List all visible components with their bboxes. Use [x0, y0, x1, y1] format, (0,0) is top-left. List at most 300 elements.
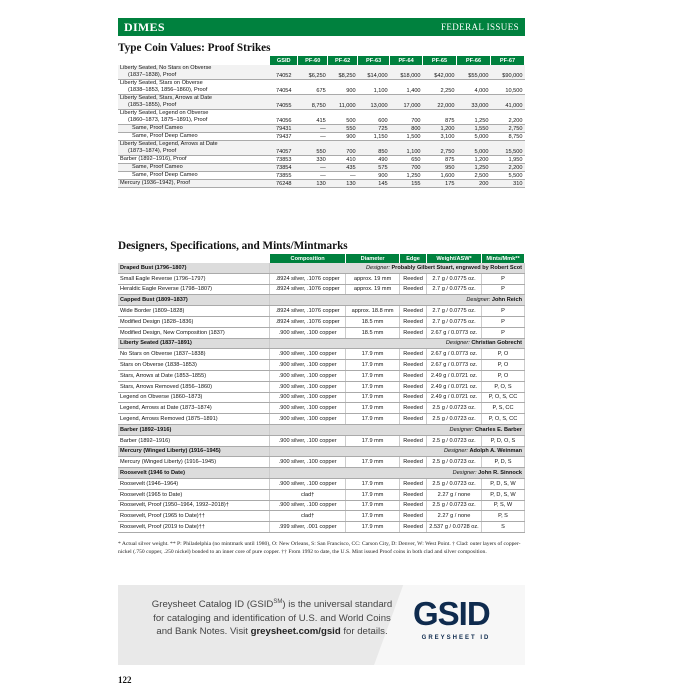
value-cell: 850 — [358, 140, 390, 155]
value-cell: $14,000 — [358, 65, 390, 79]
table1-row — [118, 132, 525, 140]
value-cell: 330 — [298, 155, 328, 163]
coin-type-line2: (1853–1855), Proof — [128, 101, 177, 108]
weight-cell: 2.27 g / none — [427, 511, 482, 522]
composition-cell: .8924 silver, .1076 copper — [270, 284, 346, 295]
designer-cell — [270, 338, 525, 349]
value-cell: 1,950 — [490, 155, 524, 163]
value-cell: 200 — [457, 179, 491, 187]
series-name: Liberty Seated (1837–1891) — [118, 338, 270, 349]
value-cell: 2,750 — [423, 140, 457, 155]
designer-name: Probably Gilbert Stuart, engraved by Robert Scot — [391, 264, 522, 271]
coin-type-name — [118, 140, 270, 155]
table2-row — [118, 489, 525, 500]
table2-title: Designers, Specifications, and Mints/Mintmarks — [118, 240, 348, 252]
value-cell: 130 — [298, 179, 328, 187]
mints-cell: P — [482, 316, 525, 327]
diameter-cell: 17.9 mm — [346, 381, 400, 392]
value-cell: 875 — [423, 155, 457, 163]
ad-link[interactable]: greysheet.com/gsid — [250, 626, 341, 638]
value-cell: 415 — [298, 109, 328, 124]
table2-row — [118, 500, 525, 511]
coin-type-line1: Same, Proof Cameo — [132, 124, 183, 131]
section-category: FEDERAL ISSUES — [440, 22, 519, 32]
variety-name: Modified Design (1828–1836) — [118, 316, 270, 327]
composition-cell: .999 silver, .001 copper — [270, 522, 346, 533]
composition-cell: .8924 silver, .1076 copper — [270, 306, 346, 317]
mints-cell: P, D, O, S — [482, 435, 525, 446]
edge-cell: Reeded — [400, 478, 427, 489]
designer-cell — [270, 263, 525, 273]
value-cell: 1,100 — [390, 140, 423, 155]
table1-header-cell: PF-66 — [457, 56, 491, 65]
value-cell: 700 — [390, 163, 423, 171]
table1-row — [118, 124, 525, 132]
coin-type-line1: Liberty Seated, No Stars on Obverse — [120, 65, 212, 71]
edge-cell: Reeded — [400, 392, 427, 403]
coin-type-line2: (1837–1838), Proof — [128, 71, 177, 78]
value-cell: 550 — [298, 140, 328, 155]
table2-row — [118, 403, 525, 414]
weight-cell: 2.5 g / 0.0723 oz. — [427, 403, 482, 414]
table1-row — [118, 65, 525, 79]
table1-header-cell: PF-65 — [423, 56, 457, 65]
variety-name: Roosevelt, Proof (1965 to Date)†† — [118, 511, 270, 522]
composition-cell: .900 silver, .100 copper — [270, 349, 346, 360]
value-cell: 41,000 — [490, 94, 524, 109]
value-cell: 435 — [328, 163, 358, 171]
designer-label: Designer: — [466, 297, 491, 304]
diameter-cell: 17.9 mm — [346, 522, 400, 533]
table2-row — [118, 457, 525, 468]
mints-cell: P, O — [482, 360, 525, 371]
composition-cell: .900 silver, .100 copper — [270, 457, 346, 468]
variety-name: Heraldic Eagle Reverse (1798–1807) — [118, 284, 270, 295]
variety-name: Roosevelt, Proof (2019 to Date)†† — [118, 522, 270, 533]
ad-line2: for cataloging and identification of U.S. and World Coins — [153, 612, 391, 624]
value-cell: 700 — [328, 140, 358, 155]
table2-row — [118, 478, 525, 489]
coin-type-name — [118, 132, 270, 140]
designer-cell — [270, 446, 525, 457]
coin-type-name — [118, 155, 270, 163]
value-cell: 1,250 — [457, 163, 491, 171]
mints-cell: P, D, S, W — [482, 478, 525, 489]
weight-cell: 2.7 g / 0.0775 oz. — [427, 316, 482, 327]
table2-section-row — [118, 338, 525, 349]
designer-label: Designer: — [365, 264, 390, 271]
weight-cell: 2.7 g / 0.0775 oz. — [427, 273, 482, 284]
value-cell: 1,400 — [390, 79, 423, 94]
gsid-logo-subtitle: GREYSHEET ID — [421, 635, 491, 641]
value-cell: 8,750 — [298, 94, 328, 109]
edge-cell: Reeded — [400, 403, 427, 414]
value-cell: 900 — [328, 132, 358, 140]
gsid-cell: 76248 — [270, 179, 298, 187]
mints-cell: S — [482, 522, 525, 533]
gsid-cell: 73853 — [270, 155, 298, 163]
value-cell: 2,250 — [423, 79, 457, 94]
weight-cell: 2.49 g / 0.0721 oz. — [427, 392, 482, 403]
diameter-cell: 17.9 mm — [346, 457, 400, 468]
table2-header-cell: Mints/Mmk** — [482, 254, 525, 263]
mints-cell: P, S — [482, 511, 525, 522]
table2-row — [118, 284, 525, 295]
series-name: Capped Bust (1809–1837) — [118, 295, 270, 306]
table1-title: Type Coin Values: Proof Strikes — [118, 42, 271, 54]
value-cell: — — [328, 171, 358, 179]
diameter-cell: 18.5 mm — [346, 316, 400, 327]
composition-cell: .8924 silver, .1076 copper — [270, 316, 346, 327]
mints-cell: P, D, S, W — [482, 489, 525, 500]
composition-cell: clad† — [270, 489, 346, 500]
ad-line3: and Bank Notes. Visit — [156, 626, 251, 638]
ad-text — [132, 598, 412, 638]
composition-cell: .8924 silver, .1076 copper — [270, 273, 346, 284]
ad-line1b: ) is the universal standard — [282, 599, 393, 611]
table2-section-row — [118, 263, 525, 273]
value-cell: 15,500 — [490, 140, 524, 155]
diameter-cell: 17.9 mm — [346, 414, 400, 425]
value-cell: $42,000 — [423, 65, 457, 79]
gsid-logo — [413, 597, 499, 655]
diameter-cell: 17.9 mm — [346, 500, 400, 511]
weight-cell: 2.67 g / 0.0773 oz. — [427, 349, 482, 360]
coin-type-name — [118, 79, 270, 94]
gsid-logo-word: GSID — [413, 595, 490, 632]
variety-name: Stars, Arrows Removed (1856–1860) — [118, 381, 270, 392]
variety-name: Stars, Arrows at Date (1853–1855) — [118, 370, 270, 381]
designer-label: Designer: — [452, 470, 477, 477]
section-header-band — [118, 18, 525, 36]
mints-cell: P, O, S, CC — [482, 392, 525, 403]
variety-name: Stars on Obverse (1838–1853) — [118, 360, 270, 371]
series-name: Draped Bust (1796–1807) — [118, 263, 270, 273]
table2-row — [118, 327, 525, 338]
edge-cell: Reeded — [400, 500, 427, 511]
composition-cell: .900 silver, .100 copper — [270, 360, 346, 371]
value-cell: 900 — [328, 79, 358, 94]
value-cell: 33,000 — [457, 94, 491, 109]
coin-type-line1: Barber (1892–1916), Proof — [120, 155, 187, 162]
variety-name: Small Eagle Reverse (1796–1797) — [118, 273, 270, 284]
edge-cell: Reeded — [400, 327, 427, 338]
value-cell: $18,000 — [390, 65, 423, 79]
table2-row — [118, 273, 525, 284]
edge-cell: Reeded — [400, 489, 427, 500]
designer-name: Charles E. Barber — [475, 426, 522, 433]
series-name: Roosevelt (1946 to Date) — [118, 468, 270, 479]
value-cell: 900 — [358, 171, 390, 179]
value-cell: 550 — [328, 124, 358, 132]
variety-name: Legend, Arrows Removed (1875–1891) — [118, 414, 270, 425]
variety-name: No Stars on Obverse (1837–1838) — [118, 349, 270, 360]
value-cell: 1,200 — [423, 124, 457, 132]
table2-header-cell: Weight/ASW* — [427, 254, 482, 263]
weight-cell: 2.537 g / 0.0728 oz. — [427, 522, 482, 533]
coin-type-name — [118, 124, 270, 132]
coin-type-line1: Mercury (1936–1942), Proof — [120, 179, 190, 186]
value-cell: 155 — [390, 179, 423, 187]
table1-header-cell: PF-63 — [358, 56, 390, 65]
value-cell: 3,100 — [423, 132, 457, 140]
proof-values-table — [118, 56, 525, 188]
mints-cell: P, D, S — [482, 457, 525, 468]
composition-cell: .900 silver, .100 copper — [270, 403, 346, 414]
coin-type-line1: Liberty Seated, Stars, Arrows at Date — [120, 94, 213, 101]
designer-label: Designer: — [443, 448, 468, 455]
diameter-cell: 18.5 mm — [346, 327, 400, 338]
series-name: Barber (1892–1916) — [118, 424, 270, 435]
ad-sm-mark: SM — [273, 599, 283, 605]
composition-cell: .900 silver, .100 copper — [270, 435, 346, 446]
gsid-cell: 74056 — [270, 109, 298, 124]
ad-line1: Greysheet Catalog ID (GSID — [151, 599, 274, 611]
diameter-cell: 17.9 mm — [346, 478, 400, 489]
footnote: * Actual silver weight. ** P: Philadelphia (no mintmark until 1980), O: New Orleans, S: San Francisco, CC: Carson City, D: Denver, W: West Point. † Clad: outer layers of copper-nickel (.750 copper, .250 nickel) bonded to an inner core of pure copper. †† From 1992 to date, the U.S. Mint issued Proof coins in both clad and silver composition. — [118, 541, 521, 555]
table2-row — [118, 522, 525, 533]
coin-type-line1: Liberty Seated, Legend on Obverse — [120, 109, 209, 116]
composition-cell: .900 silver, .100 copper — [270, 381, 346, 392]
value-cell: 2,500 — [457, 171, 491, 179]
value-cell: 490 — [358, 155, 390, 163]
specifications-table — [118, 254, 525, 533]
value-cell: — — [298, 163, 328, 171]
designer-name: John Reich — [491, 297, 522, 304]
table2-row — [118, 370, 525, 381]
value-cell: 13,000 — [358, 94, 390, 109]
composition-cell: clad† — [270, 511, 346, 522]
value-cell: 8,750 — [490, 132, 524, 140]
value-cell: $90,000 — [490, 65, 524, 79]
table1-header-cell: PF-67 — [490, 56, 524, 65]
diameter-cell: approx. 19 mm — [346, 273, 400, 284]
composition-cell: .900 silver, .100 copper — [270, 414, 346, 425]
value-cell: 145 — [358, 179, 390, 187]
table1-row — [118, 109, 525, 124]
mints-cell: P — [482, 327, 525, 338]
value-cell: $55,000 — [457, 65, 491, 79]
variety-name: Modified Design, New Composition (1837) — [118, 327, 270, 338]
gsid-cell: 73855 — [270, 171, 298, 179]
coin-type-line1: Same, Proof Deep Cameo — [132, 171, 198, 178]
diameter-cell: 17.9 mm — [346, 403, 400, 414]
value-cell: $6,250 — [298, 65, 328, 79]
diameter-cell: 17.9 mm — [346, 392, 400, 403]
coin-type-name — [118, 94, 270, 109]
composition-cell: .900 silver, .100 copper — [270, 500, 346, 511]
series-name: Mercury (Winged Liberty) (1916–1945) — [118, 446, 270, 457]
table2-row — [118, 306, 525, 317]
value-cell: 5,500 — [490, 171, 524, 179]
weight-cell: 2.27 g / none — [427, 489, 482, 500]
designer-label: Designer: — [449, 426, 474, 433]
table1-row — [118, 171, 525, 179]
mints-cell: P, O, S — [482, 381, 525, 392]
table2-row — [118, 414, 525, 425]
table2-row — [118, 392, 525, 403]
designer-cell — [270, 424, 525, 435]
value-cell: 310 — [490, 179, 524, 187]
table2-section-row — [118, 446, 525, 457]
weight-cell: 2.5 g / 0.0723 oz. — [427, 435, 482, 446]
table1-header-blank — [118, 56, 270, 65]
composition-cell: .900 silver, .100 copper — [270, 392, 346, 403]
coin-type-name — [118, 179, 270, 187]
table2-row — [118, 349, 525, 360]
table1-header-row — [118, 56, 525, 65]
value-cell: 650 — [390, 155, 423, 163]
coin-type-line1: Liberty Seated, Stars on Obverse — [120, 79, 203, 86]
diameter-cell: 17.9 mm — [346, 370, 400, 381]
table1-header-cell: GSID — [270, 56, 298, 65]
gsid-cell: 74052 — [270, 65, 298, 79]
coin-type-line2: (1838–1853, 1856–1860), Proof — [128, 86, 208, 93]
mints-cell: P — [482, 306, 525, 317]
table2-header-cell: Diameter — [346, 254, 400, 263]
table1-row — [118, 155, 525, 163]
value-cell: 11,000 — [328, 94, 358, 109]
value-cell: $8,250 — [328, 65, 358, 79]
gsid-advertisement[interactable] — [118, 585, 525, 665]
edge-cell: Reeded — [400, 284, 427, 295]
diameter-cell: 17.9 mm — [346, 511, 400, 522]
edge-cell: Reeded — [400, 522, 427, 533]
weight-cell: 2.7 g / 0.0775 oz. — [427, 284, 482, 295]
mints-cell: P, S, W — [482, 500, 525, 511]
value-cell: 5,000 — [457, 140, 491, 155]
coin-type-name — [118, 171, 270, 179]
table2-header-cell: Composition — [270, 254, 346, 263]
table2-section-row — [118, 468, 525, 479]
table2-row — [118, 360, 525, 371]
weight-cell: 2.5 g / 0.0723 oz. — [427, 478, 482, 489]
value-cell: 22,000 — [423, 94, 457, 109]
edge-cell: Reeded — [400, 414, 427, 425]
edge-cell: Reeded — [400, 273, 427, 284]
table2-header-blank — [118, 254, 270, 263]
table2-row — [118, 381, 525, 392]
mints-cell: P — [482, 273, 525, 284]
weight-cell: 2.5 g / 0.0723 oz. — [427, 457, 482, 468]
designer-cell — [270, 295, 525, 306]
variety-name: Roosevelt, Proof (1950–1964, 1992–2018)† — [118, 500, 270, 511]
gsid-cell: 74055 — [270, 94, 298, 109]
variety-name: Mercury (Winged Liberty) (1916–1945) — [118, 457, 270, 468]
value-cell: 5,000 — [457, 132, 491, 140]
table1-row — [118, 140, 525, 155]
weight-cell: 2.5 g / 0.0723 oz. — [427, 414, 482, 425]
value-cell: 500 — [328, 109, 358, 124]
diameter-cell: approx. 18.8 mm — [346, 306, 400, 317]
edge-cell: Reeded — [400, 360, 427, 371]
edge-cell: Reeded — [400, 435, 427, 446]
mints-cell: P — [482, 284, 525, 295]
edge-cell: Reeded — [400, 306, 427, 317]
weight-cell: 2.67 g / 0.0773 oz. — [427, 360, 482, 371]
variety-name: Wide Border (1809–1828) — [118, 306, 270, 317]
mints-cell: P, S, CC — [482, 403, 525, 414]
value-cell: 1,550 — [457, 124, 491, 132]
value-cell: 17,000 — [390, 94, 423, 109]
edge-cell: Reeded — [400, 370, 427, 381]
composition-cell: .900 silver, .100 copper — [270, 327, 346, 338]
table1-row — [118, 179, 525, 187]
coin-type-name — [118, 109, 270, 124]
value-cell: 1,100 — [358, 79, 390, 94]
gsid-cell: 74057 — [270, 140, 298, 155]
section-title: DIMES — [124, 19, 165, 34]
diameter-cell: 17.9 mm — [346, 435, 400, 446]
composition-cell: .900 silver, .100 copper — [270, 478, 346, 489]
coin-type-name — [118, 163, 270, 171]
coin-type-line2: (1873–1874), Proof — [128, 147, 177, 154]
diameter-cell: approx. 19 mm — [346, 284, 400, 295]
table2-header-row — [118, 254, 525, 263]
coin-type-line1: Same, Proof Deep Cameo — [132, 132, 198, 139]
value-cell: 800 — [390, 124, 423, 132]
table1-header-cell: PF-60 — [298, 56, 328, 65]
value-cell: 1,200 — [457, 155, 491, 163]
gsid-cell: 79437 — [270, 132, 298, 140]
table1-row — [118, 79, 525, 94]
value-cell: 575 — [358, 163, 390, 171]
value-cell: 10,500 — [490, 79, 524, 94]
variety-name: Barber (1892–1916) — [118, 435, 270, 446]
variety-name: Roosevelt (1965 to Date) — [118, 489, 270, 500]
value-cell: 725 — [358, 124, 390, 132]
value-cell: 875 — [423, 109, 457, 124]
ad-line3b: for details. — [340, 626, 388, 638]
variety-name: Legend, Arrows at Date (1873–1874) — [118, 403, 270, 414]
designer-cell — [270, 468, 525, 479]
value-cell: — — [298, 124, 328, 132]
table2-row — [118, 316, 525, 327]
diameter-cell: 17.9 mm — [346, 360, 400, 371]
value-cell: 600 — [358, 109, 390, 124]
edge-cell: Reeded — [400, 511, 427, 522]
designer-name: Christian Gobrecht — [471, 340, 522, 347]
value-cell: 1,150 — [358, 132, 390, 140]
value-cell: — — [298, 132, 328, 140]
table1-row — [118, 94, 525, 109]
value-cell: 2,200 — [490, 109, 524, 124]
weight-cell: 2.49 g / 0.0721 oz. — [427, 381, 482, 392]
designer-name: Adolph A. Weinman — [469, 448, 522, 455]
value-cell: 175 — [423, 179, 457, 187]
table2-row — [118, 511, 525, 522]
weight-cell: 2.49 g / 0.0721 oz. — [427, 370, 482, 381]
weight-cell: 2.7 g / 0.0775 oz. — [427, 306, 482, 317]
value-cell: 2,200 — [490, 163, 524, 171]
table2-row — [118, 435, 525, 446]
variety-name: Legend on Obverse (1860–1873) — [118, 392, 270, 403]
edge-cell: Reeded — [400, 381, 427, 392]
value-cell: 675 — [298, 79, 328, 94]
value-cell: 1,600 — [423, 171, 457, 179]
diameter-cell: 17.9 mm — [346, 489, 400, 500]
diameter-cell: 17.9 mm — [346, 349, 400, 360]
value-cell: 4,000 — [457, 79, 491, 94]
gsid-cell: 73854 — [270, 163, 298, 171]
coin-type-line1: Same, Proof Cameo — [132, 163, 183, 170]
value-cell: 130 — [328, 179, 358, 187]
value-cell: 1,250 — [390, 171, 423, 179]
table2-section-row — [118, 424, 525, 435]
coin-type-line2: (1860–1873, 1875–1891), Proof — [128, 116, 208, 123]
mints-cell: P, O — [482, 349, 525, 360]
table2-header-cell: Edge — [400, 254, 427, 263]
